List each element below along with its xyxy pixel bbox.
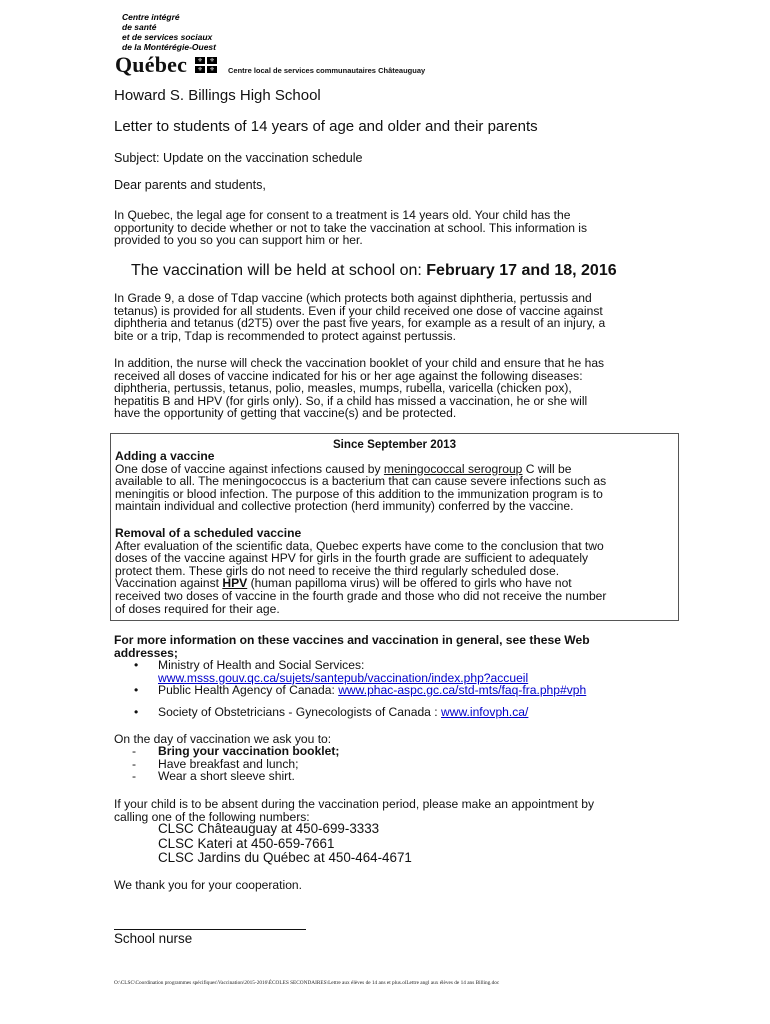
quebec-wordmark: Québec — [115, 52, 188, 77]
consent-paragraph: In Quebec, the legal age for consent to a treatment is 14 years old. Your child has the opportunity to decide whether or not to take the vaccination at school. This information is provided to you so you can support him or her. — [114, 208, 588, 248]
infovph-link[interactable]: www.infovph.ca/ — [441, 704, 529, 719]
clsc-chateauguay: CLSC Châteauguay at 450-699-3333 — [158, 821, 380, 836]
more-info-heading: For more information on these vaccines and vaccination in general, see these Web addresses; — [114, 633, 590, 660]
on-day-intro: On the day of vaccination we ask you to: — [114, 732, 332, 746]
msss-link[interactable]: www.msss.gouv.qc.ca/sujets/santepub/vaccination/index.php?accueil — [158, 670, 529, 685]
bullet-icon: • — [134, 683, 139, 698]
list-item: • Ministry of Health and Social Services: www.msss.gouv.qc.ca/sujets/santepub/vaccination/index.php?accueil — [134, 658, 529, 685]
clsc-name: Centre local de services communautaires Châteauguay — [228, 66, 426, 75]
hpv-term: HPV — [222, 576, 248, 591]
clsc-jardins: CLSC Jardins du Québec at 450-464-4671 — [158, 850, 412, 866]
subject-line: Subject: Update on the vaccination schedule — [114, 151, 363, 165]
list-item: • Society of Obstetricians - Gynecologists of Canada : www.infovph.ca/ — [134, 704, 529, 719]
adding-vaccine-section: Adding a vaccine One dose of vaccine against infections caused by meningococcal serogroup C will be available to all. The meningococcus is a bacterium that can cause severe infections such as meningitis or blood infection. The purpose of this addition to the immunization program is to maintain individual and collective protection (herd immunity) conferred by the vaccine. — [115, 450, 675, 513]
vaccination-date-headline: The vaccination will be held at school on: February 17 and 18, 2016 — [131, 262, 617, 279]
organization-name: Centre intégré de santé et de services sociaux de la Montérégie-Ouest — [122, 12, 216, 52]
organization-logo — [115, 12, 217, 78]
booklet-paragraph: In addition, the nurse will check the vaccination booklet of your child and ensure that he has received all doses of vaccine indicated for his or her age against the following diseases: diphtheria, pertussis, tetanus, polio, measles, mumps, rubella, varicella (chicken pox), hepatitis B and HPV (for girls only). So, if a child has missed a vaccination, he or she will have the opportunity of getting that vaccine(s) and be protected. — [114, 356, 605, 421]
on-day-list — [132, 745, 339, 783]
clsc-kateri: CLSC Kateri at 450-659-7661 — [158, 835, 335, 851]
file-path-footer: O:\CLSC\Coordination programmes spécifiques\Vaccination\2015-2016\ÉCOLES SECONDAIRES\Lettre aux élèves de 14 ans et plus.olLettre angl aux élèves de 14 ans Billing.doc — [114, 980, 500, 986]
since-2013-box — [110, 433, 679, 621]
list-item: - Wear a short sleeve shirt. — [132, 769, 295, 784]
signature-label: School nurse — [114, 931, 193, 946]
removal-vaccine-heading: Removal of a scheduled vaccine — [115, 526, 302, 540]
greeting: Dear parents and students, — [114, 178, 266, 192]
signature-line — [114, 929, 306, 930]
bullet-icon: • — [134, 704, 139, 719]
vaccination-dates: February 17 and 18, 2016 — [426, 262, 617, 279]
list-item: - Have breakfast and lunch; — [132, 756, 299, 771]
quebec-flag-icon: ⚜ ⚜ ⚜ ⚜ — [195, 57, 217, 73]
school-name: Howard S. Billings High School — [114, 87, 321, 104]
removal-vaccine-section: Removal of a scheduled vaccine After evaluation of the scientific data, Quebec experts have come to the conclusion that two doses of the vaccine against HPV for girls in the fourth grade are sufficient to adequately protect them. These girls do not need to receive the third regularly scheduled dose. Vaccination against HPV (human papilloma virus) will be offered to girls who have not received two doses of vaccine in the fourth grade and those who did not receive the number of doses required for their age. — [115, 527, 675, 615]
absence-paragraph: If your child is to be absent during the vaccination period, please make an appointment by calling one of the following numbers: — [114, 797, 595, 824]
letter-title: Letter to students of 14 years of age and older and their parents — [114, 118, 538, 135]
adding-vaccine-heading: Adding a vaccine — [115, 449, 215, 463]
meningococcal-term: meningococcal serogroup — [383, 461, 523, 476]
thanks-line: We thank you for your cooperation. — [114, 878, 303, 892]
tdap-paragraph: In Grade 9, a dose of Tdap vaccine (which protects both against diphtheria, pertussis and tetanus) is provided for all students. Even if your child received one dose of vaccine against diphtheria and tetanus (d2T5) over the past five years, for example as a result of an injury, a bite or a trip, Tdap is recommended to protect against pertussis. — [114, 291, 606, 343]
box-title: Since September 2013 — [332, 438, 457, 451]
list-item: - Bring your vaccination booklet; — [132, 744, 340, 758]
bullet-icon: • — [134, 658, 139, 672]
clsc-phone-list — [158, 822, 412, 866]
phac-link[interactable]: www.phac-aspc.gc.ca/std-mts/faq-fra.php#vph — [338, 683, 587, 698]
resource-links — [134, 659, 694, 718]
list-item: • Public Health Agency of Canada: www.phac-aspc.gc.ca/std-mts/faq-fra.php#vph — [134, 683, 587, 698]
